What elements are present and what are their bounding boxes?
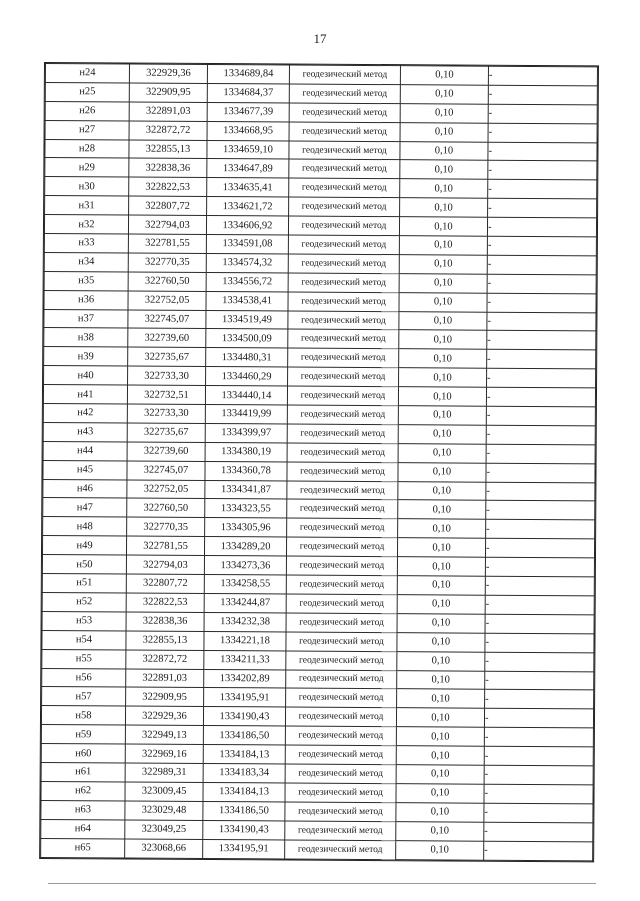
method-cell: геодезический метод [287,499,398,519]
note-cell: - [484,822,593,842]
accuracy-cell: 0,10 [399,273,487,292]
x-coordinate-cell: 322735,67 [127,423,205,442]
note-cell: - [488,66,597,86]
point-name-cell: н54 [42,630,126,649]
x-coordinate-cell: 322739,60 [128,328,206,347]
method-cell: геодезический метод [288,367,399,387]
accuracy-cell: 0,10 [397,651,485,670]
x-coordinate-cell: 322794,03 [126,555,204,574]
y-coordinate-cell: 1334360,78 [205,461,287,480]
method-cell: геодезический метод [289,122,400,142]
method-cell: геодезический метод [285,840,396,860]
point-name-cell: н52 [42,592,126,611]
accuracy-cell: 0,10 [396,765,484,784]
method-cell: геодезический метод [287,386,398,406]
note-cell: - [488,161,597,181]
point-name-cell: н44 [43,441,127,460]
note-cell: - [488,198,597,218]
accuracy-cell: 0,10 [399,292,487,311]
x-coordinate-cell: 322807,72 [126,574,204,593]
method-cell: геодезический метод [288,311,399,331]
method-cell: геодезический метод [288,329,399,349]
method-cell: геодезический метод [288,292,399,312]
coordinates-table-frame [39,62,599,862]
method-cell: геодезический метод [286,688,397,708]
note-cell: - [487,255,596,275]
method-cell: геодезический метод [289,103,400,123]
x-coordinate-cell: 322969,16 [125,744,203,763]
accuracy-cell: 0,10 [399,368,487,387]
accuracy-cell: 0,10 [397,576,485,595]
x-coordinate-cell: 322732,51 [127,385,205,404]
x-coordinate-cell: 323068,66 [125,839,203,859]
x-coordinate-cell: 322989,31 [125,763,203,782]
accuracy-cell: 0,10 [397,689,485,708]
note-cell: - [485,595,594,615]
point-name-cell: н32 [44,215,128,234]
point-name-cell: н53 [42,611,126,630]
accuracy-cell: 0,10 [400,66,488,85]
note-cell: - [488,85,597,105]
accuracy-cell: 0,10 [397,613,485,632]
point-name-cell: н29 [45,158,129,177]
point-name-cell: н30 [45,177,129,196]
accuracy-cell: 0,10 [399,311,487,330]
x-coordinate-cell: 322872,72 [129,121,207,140]
note-cell: - [486,406,595,426]
point-name-cell: н36 [44,290,128,309]
note-cell: - [484,841,593,861]
note-cell: - [486,501,595,521]
accuracy-cell: 0,10 [396,708,484,727]
method-cell: геодезический метод [287,424,398,444]
accuracy-cell: 0,10 [400,198,488,217]
x-coordinate-cell: 322735,67 [128,347,206,366]
y-coordinate-cell: 1334659,10 [207,140,289,159]
point-name-cell: н60 [41,744,125,763]
note-cell: - [484,746,593,766]
accuracy-cell: 0,10 [398,443,486,462]
note-cell: - [487,331,596,351]
y-coordinate-cell: 1334186,50 [203,726,285,745]
point-name-cell: н59 [41,725,125,744]
x-coordinate-cell: 322822,53 [126,593,204,612]
point-name-cell: н43 [43,422,127,441]
point-name-cell: н38 [44,328,128,347]
method-cell: геодезический метод [287,462,398,482]
y-coordinate-cell: 1334195,91 [203,839,285,859]
point-name-cell: н25 [45,82,129,101]
coordinates-table [40,63,598,861]
accuracy-cell: 0,10 [397,632,485,651]
point-name-cell: н56 [42,668,126,687]
accuracy-cell: 0,10 [400,141,488,160]
y-coordinate-cell: 1334399,97 [205,423,287,442]
note-cell: - [485,690,594,710]
note-cell: - [484,708,593,728]
point-name-cell: н27 [45,120,129,139]
method-cell: геодезический метод [289,159,400,179]
point-name-cell: н26 [45,101,129,120]
x-coordinate-cell: 322929,36 [129,64,207,83]
note-cell: - [487,236,596,256]
method-cell: геодезический метод [286,575,397,595]
x-coordinate-cell: 323049,25 [125,820,203,839]
y-coordinate-cell: 1334519,49 [206,310,288,329]
x-coordinate-cell: 322745,07 [127,461,205,480]
point-name-cell: н28 [45,139,129,158]
note-cell: - [488,142,597,162]
y-coordinate-cell: 1334341,87 [205,480,287,499]
y-coordinate-cell: 1334635,41 [207,178,289,197]
accuracy-cell: 0,10 [399,349,487,368]
method-cell: геодезический метод [287,443,398,463]
point-name-cell: н31 [45,196,129,215]
note-cell: - [486,482,595,502]
accuracy-cell: 0,10 [398,500,486,519]
y-coordinate-cell: 1334186,50 [203,801,285,820]
method-cell: геодезический метод [288,273,399,293]
point-name-cell: н49 [42,536,126,555]
point-name-cell: н45 [43,460,127,479]
accuracy-cell: 0,10 [399,236,487,255]
point-name-cell: н55 [42,649,126,668]
note-cell: - [484,784,593,804]
note-cell: - [485,614,594,634]
y-coordinate-cell: 1334621,72 [207,197,289,216]
x-coordinate-cell: 322739,60 [127,442,205,461]
method-cell: геодезический метод [287,405,398,425]
accuracy-cell: 0,10 [400,122,488,141]
y-coordinate-cell: 1334195,91 [204,688,286,707]
note-cell: - [484,727,593,747]
note-cell: - [488,180,597,200]
x-coordinate-cell: 322752,05 [127,480,205,499]
point-name-cell: н63 [41,800,125,819]
y-coordinate-cell: 1334500,09 [206,329,288,348]
accuracy-cell: 0,10 [400,85,488,104]
y-coordinate-cell: 1334244,87 [204,593,286,612]
accuracy-cell: 0,10 [398,406,486,425]
note-cell: - [485,633,594,653]
y-coordinate-cell: 1334668,95 [207,121,289,140]
accuracy-cell: 0,10 [396,727,484,746]
x-coordinate-cell: 322822,53 [129,177,207,196]
method-cell: геодезический метод [287,481,398,501]
y-coordinate-cell: 1334232,38 [204,612,286,631]
accuracy-cell: 0,10 [400,103,488,122]
note-cell: - [487,274,596,294]
method-cell: геодезический метод [286,537,397,557]
y-coordinate-cell: 1334305,96 [205,518,287,537]
y-coordinate-cell: 1334684,37 [207,83,289,102]
x-coordinate-cell: 322838,36 [126,612,204,631]
note-cell: - [487,312,596,332]
method-cell: геодезический метод [285,707,396,727]
point-name-cell: н24 [45,64,129,83]
y-coordinate-cell: 1334419,99 [205,405,287,424]
note-cell: - [487,350,596,370]
note-cell: - [487,293,596,313]
y-coordinate-cell: 1334190,43 [203,820,285,839]
page-number: 17 [313,31,327,46]
y-coordinate-cell: 1334440,14 [205,386,287,405]
note-cell: - [486,425,595,445]
method-cell: геодезический метод [286,613,397,633]
method-cell: геодезический метод [285,802,396,822]
accuracy-cell: 0,10 [397,595,485,614]
note-cell: - [487,368,596,388]
note-cell: - [485,538,594,558]
note-cell: - [484,765,593,785]
method-cell: геодезический метод [288,235,399,255]
method-cell: геодезический метод [289,141,400,161]
method-cell: геодезический метод [288,216,399,236]
x-coordinate-cell: 322929,36 [125,706,203,725]
y-coordinate-cell: 1334380,19 [205,442,287,461]
accuracy-cell: 0,10 [396,746,484,765]
x-coordinate-cell: 322770,35 [128,253,206,272]
x-coordinate-cell: 322909,95 [129,83,207,102]
footer-divider [48,883,596,884]
y-coordinate-cell: 1334184,13 [203,782,285,801]
x-coordinate-cell: 322794,03 [128,215,206,234]
method-cell: геодезический метод [289,197,400,217]
x-coordinate-cell: 322855,13 [129,140,207,159]
point-name-cell: н39 [44,347,128,366]
y-coordinate-cell: 1334647,89 [207,159,289,178]
x-coordinate-cell: 322733,30 [127,404,205,423]
accuracy-cell: 0,10 [396,840,484,860]
x-coordinate-cell: 322909,95 [126,687,204,706]
accuracy-cell: 0,10 [400,160,488,179]
point-name-cell: н48 [43,517,127,536]
x-coordinate-cell: 322855,13 [126,631,204,650]
coordinates-table-body [41,64,598,861]
x-coordinate-cell: 323029,48 [125,801,203,820]
y-coordinate-cell: 1334273,36 [204,556,286,575]
point-name-cell: н58 [41,706,125,725]
point-name-cell: н35 [44,271,128,290]
y-coordinate-cell: 1334323,55 [205,499,287,518]
accuracy-cell: 0,10 [398,462,486,481]
accuracy-cell: 0,10 [396,784,484,803]
y-coordinate-cell: 1334190,43 [203,707,285,726]
x-coordinate-cell: 322891,03 [129,102,207,121]
note-cell: - [486,520,595,540]
x-coordinate-cell: 322745,07 [128,310,206,329]
note-cell: - [486,387,595,407]
y-coordinate-cell: 1334183,34 [203,763,285,782]
accuracy-cell: 0,10 [398,387,486,406]
accuracy-cell: 0,10 [396,821,484,840]
y-coordinate-cell: 1334480,31 [206,348,288,367]
point-name-cell: н41 [43,385,127,404]
method-cell: геодезический метод [289,178,400,198]
method-cell: геодезический метод [286,556,397,576]
note-cell: - [485,652,594,672]
method-cell: геодезический метод [285,821,396,841]
x-coordinate-cell: 322807,72 [129,196,207,215]
point-name-cell: н57 [42,687,126,706]
point-name-cell: н33 [44,234,128,253]
x-coordinate-cell: 323009,45 [125,782,203,801]
method-cell: геодезический метод [286,632,397,652]
method-cell: геодезический метод [286,669,397,689]
x-coordinate-cell: 322752,05 [128,291,206,310]
x-coordinate-cell: 322838,36 [129,158,207,177]
point-name-cell: н62 [41,781,125,800]
point-name-cell: н46 [43,479,127,498]
y-coordinate-cell: 1334606,92 [206,216,288,235]
point-name-cell: н50 [42,555,126,574]
note-cell: - [485,576,594,596]
accuracy-cell: 0,10 [398,481,486,500]
note-cell: - [487,217,596,237]
accuracy-cell: 0,10 [397,670,485,689]
x-coordinate-cell: 322781,55 [128,234,206,253]
x-coordinate-cell: 322872,72 [126,650,204,669]
method-cell: геодезический метод [289,84,400,104]
y-coordinate-cell: 1334689,84 [207,64,289,83]
method-cell: геодезический метод [285,783,396,803]
method-cell: геодезический метод [285,726,396,746]
note-cell: - [484,803,593,823]
method-cell: геодезический метод [285,745,396,765]
point-name-cell: н42 [43,404,127,423]
y-coordinate-cell: 1334556,72 [206,272,288,291]
accuracy-cell: 0,10 [397,557,485,576]
y-coordinate-cell: 1334677,39 [207,102,289,121]
y-coordinate-cell: 1334258,55 [204,575,286,594]
x-coordinate-cell: 322760,50 [127,498,205,517]
method-cell: геодезический метод [286,651,397,671]
method-cell: геодезический метод [287,518,398,538]
y-coordinate-cell: 1334538,41 [206,291,288,310]
accuracy-cell: 0,10 [396,802,484,821]
x-coordinate-cell: 322781,55 [126,536,204,555]
y-coordinate-cell: 1334289,20 [204,537,286,556]
method-cell: геодезический метод [288,254,399,274]
note-cell: - [488,123,597,143]
y-coordinate-cell: 1334460,29 [206,367,288,386]
accuracy-cell: 0,10 [399,330,487,349]
point-name-cell: н65 [41,838,125,858]
y-coordinate-cell: 1334211,33 [204,650,286,669]
method-cell: геодезический метод [289,65,400,85]
accuracy-cell: 0,10 [397,538,485,557]
note-cell: - [485,557,594,577]
method-cell: геодезический метод [288,348,399,368]
method-cell: геодезический метод [285,764,396,784]
point-name-cell: н37 [44,309,128,328]
y-coordinate-cell: 1334221,18 [204,631,286,650]
point-name-cell: н51 [42,574,126,593]
accuracy-cell: 0,10 [398,425,486,444]
x-coordinate-cell: 322733,30 [128,366,206,385]
point-name-cell: н64 [41,819,125,838]
method-cell: геодезический метод [286,594,397,614]
x-coordinate-cell: 322770,35 [127,517,205,536]
note-cell: - [486,444,595,464]
accuracy-cell: 0,10 [399,255,487,274]
accuracy-cell: 0,10 [400,179,488,198]
y-coordinate-cell: 1334574,32 [206,253,288,272]
note-cell: - [488,104,597,124]
accuracy-cell: 0,10 [399,217,487,236]
y-coordinate-cell: 1334184,13 [203,745,285,764]
x-coordinate-cell: 322760,50 [128,272,206,291]
y-coordinate-cell: 1334202,89 [204,669,286,688]
accuracy-cell: 0,10 [398,519,486,538]
point-name-cell: н40 [44,366,128,385]
x-coordinate-cell: 322891,03 [126,669,204,688]
x-coordinate-cell: 322949,13 [125,725,203,744]
note-cell: - [485,671,594,691]
y-coordinate-cell: 1334591,08 [206,235,288,254]
note-cell: - [486,463,595,483]
point-name-cell: н47 [43,498,127,517]
table-row [41,838,593,861]
point-name-cell: н34 [44,252,128,271]
point-name-cell: н61 [41,762,125,781]
